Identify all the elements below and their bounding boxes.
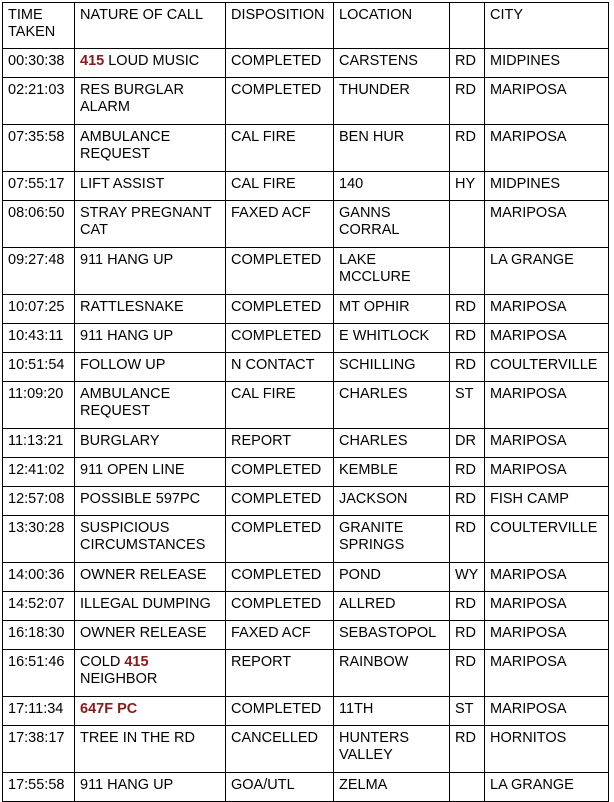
nature-text: STRAY PREGNANT CAT (80, 205, 212, 238)
cell-nature-of-call (75, 697, 226, 726)
header-nature-of-call: NATURE OF CALL (75, 3, 226, 49)
table-row (3, 726, 609, 773)
cell-nature-of-call (75, 487, 226, 516)
cell-city: MARIPOSA (485, 621, 609, 650)
nature-text: FOLLOW UP (80, 357, 166, 373)
table-row (3, 172, 609, 201)
table-row (3, 248, 609, 295)
header-row (3, 3, 609, 49)
cell-suffix (450, 201, 485, 248)
cell-time: 08:06:50 (3, 201, 75, 248)
cell-city: MARIPOSA (485, 429, 609, 458)
cell-location: GANNS CORRAL (334, 201, 450, 248)
cell-time: 12:41:02 (3, 458, 75, 487)
cell-nature-of-call (75, 125, 226, 172)
cell-disposition: COMPLETED (226, 592, 334, 621)
cell-city: COULTERVILLE (485, 353, 609, 382)
cell-time: 17:11:34 (3, 697, 75, 726)
cell-location: SCHILLING (334, 353, 450, 382)
cell-nature-of-call (75, 563, 226, 592)
nature-text: LOUD MUSIC (104, 53, 200, 69)
cell-city: MIDPINES (485, 172, 609, 201)
table-row (3, 458, 609, 487)
cell-city: LA GRANGE (485, 248, 609, 295)
cell-location: 11TH (334, 697, 450, 726)
cell-disposition: REPORT (226, 429, 334, 458)
cell-location: POND (334, 563, 450, 592)
cell-location: KEMBLE (334, 458, 450, 487)
nature-text: BURGLARY (80, 433, 160, 449)
cell-disposition: FAXED ACF (226, 621, 334, 650)
cell-nature-of-call (75, 592, 226, 621)
cell-suffix: RD (450, 621, 485, 650)
cell-disposition: GOA/UTL (226, 773, 334, 802)
cell-suffix: ST (450, 382, 485, 429)
nature-text: 911 HANG UP (80, 777, 174, 793)
cell-location: LAKE MCCLURE (334, 248, 450, 295)
cell-nature-of-call (75, 201, 226, 248)
cell-disposition: COMPLETED (226, 458, 334, 487)
cell-city: HORNITOS (485, 726, 609, 773)
nature-text: OWNER RELEASE (80, 625, 207, 641)
cell-disposition: COMPLETED (226, 324, 334, 353)
header-city: CITY (485, 3, 609, 49)
cell-city: LA GRANGE (485, 773, 609, 802)
cell-time: 17:55:58 (3, 773, 75, 802)
cell-nature-of-call (75, 49, 226, 78)
table-row (3, 650, 609, 697)
cell-suffix: RD (450, 78, 485, 125)
nature-text: COLD (80, 654, 125, 670)
cell-city: MARIPOSA (485, 382, 609, 429)
cell-city: MARIPOSA (485, 201, 609, 248)
cell-time: 14:00:36 (3, 563, 75, 592)
cell-time: 17:38:17 (3, 726, 75, 773)
cell-time: 07:35:58 (3, 125, 75, 172)
cell-disposition: COMPLETED (226, 697, 334, 726)
cell-city: FISH CAMP (485, 487, 609, 516)
cell-nature-of-call (75, 353, 226, 382)
header-disposition: DISPOSITION (226, 3, 334, 49)
cell-disposition: FAXED ACF (226, 201, 334, 248)
cell-disposition: CAL FIRE (226, 125, 334, 172)
cell-time: 07:55:17 (3, 172, 75, 201)
cell-nature-of-call (75, 458, 226, 487)
table-row (3, 592, 609, 621)
cell-city: MIDPINES (485, 49, 609, 78)
cell-city: MARIPOSA (485, 650, 609, 697)
cell-location: CHARLES (334, 429, 450, 458)
cell-suffix (450, 248, 485, 295)
cell-disposition: CAL FIRE (226, 382, 334, 429)
cell-location: E WHITLOCK (334, 324, 450, 353)
table-row (3, 382, 609, 429)
cell-nature-of-call (75, 726, 226, 773)
cell-city: MARIPOSA (485, 125, 609, 172)
nature-text: LIFT ASSIST (80, 176, 165, 192)
nature-text: AMBULANCE REQUEST (80, 386, 171, 419)
table-row (3, 516, 609, 563)
call-log-table (2, 2, 609, 802)
cell-suffix: DR (450, 429, 485, 458)
cell-nature-of-call (75, 621, 226, 650)
cell-time: 10:43:11 (3, 324, 75, 353)
cell-time: 10:51:54 (3, 353, 75, 382)
cell-suffix: RD (450, 324, 485, 353)
cell-suffix: RD (450, 650, 485, 697)
cell-suffix: RD (450, 516, 485, 563)
cell-location: SEBASTOPOL (334, 621, 450, 650)
cell-suffix: RD (450, 295, 485, 324)
nature-text: 911 OPEN LINE (80, 462, 185, 478)
header-suffix (450, 3, 485, 49)
cell-time: 16:18:30 (3, 621, 75, 650)
cell-nature-of-call (75, 295, 226, 324)
cell-nature-of-call (75, 248, 226, 295)
table-row (3, 324, 609, 353)
table-row (3, 773, 609, 802)
cell-time: 14:52:07 (3, 592, 75, 621)
cell-suffix (450, 773, 485, 802)
cell-time: 09:27:48 (3, 248, 75, 295)
table-row (3, 697, 609, 726)
header-location: LOCATION (334, 3, 450, 49)
cell-suffix: HY (450, 172, 485, 201)
cell-nature-of-call (75, 382, 226, 429)
cell-suffix: RD (450, 487, 485, 516)
cell-location: CHARLES (334, 382, 450, 429)
cell-disposition: COMPLETED (226, 516, 334, 563)
nature-text: SUSPICIOUS CIRCUMSTANCES (80, 520, 206, 553)
table-row (3, 295, 609, 324)
cell-location: JACKSON (334, 487, 450, 516)
cell-disposition: COMPLETED (226, 487, 334, 516)
cell-disposition: CANCELLED (226, 726, 334, 773)
cell-suffix: RD (450, 726, 485, 773)
nature-text: RATTLESNAKE (80, 299, 184, 315)
cell-disposition: COMPLETED (226, 563, 334, 592)
nature-text: NEIGHBOR (80, 671, 158, 687)
cell-location: BEN HUR (334, 125, 450, 172)
cell-city: MARIPOSA (485, 563, 609, 592)
cell-city: MARIPOSA (485, 324, 609, 353)
cell-location: ZELMA (334, 773, 450, 802)
cell-location: THUNDER (334, 78, 450, 125)
nature-text: AMBULANCE REQUEST (80, 129, 171, 162)
call-log-body (3, 49, 609, 802)
nature-text: RES BURGLAR ALARM (80, 82, 184, 115)
cell-location: RAINBOW (334, 650, 450, 697)
cell-city: MARIPOSA (485, 592, 609, 621)
cell-location: CARSTENS (334, 49, 450, 78)
cell-city: MARIPOSA (485, 295, 609, 324)
cell-nature-of-call (75, 429, 226, 458)
table-row (3, 563, 609, 592)
cell-suffix: RD (450, 125, 485, 172)
cell-suffix: ST (450, 697, 485, 726)
cell-suffix: WY (450, 563, 485, 592)
nature-text: 911 HANG UP (80, 252, 174, 268)
cell-nature-of-call (75, 172, 226, 201)
table-row (3, 487, 609, 516)
cell-location: MT OPHIR (334, 295, 450, 324)
cell-disposition: COMPLETED (226, 78, 334, 125)
table-row (3, 201, 609, 248)
cell-time: 13:30:28 (3, 516, 75, 563)
cell-suffix: RD (450, 458, 485, 487)
cell-disposition: COMPLETED (226, 49, 334, 78)
cell-nature-of-call (75, 516, 226, 563)
cell-suffix: RD (450, 592, 485, 621)
table-row (3, 429, 609, 458)
cell-nature-of-call (75, 324, 226, 353)
cell-time: 00:30:38 (3, 49, 75, 78)
nature-text: 911 HANG UP (80, 328, 174, 344)
cell-city: MARIPOSA (485, 697, 609, 726)
cell-suffix: RD (450, 49, 485, 78)
cell-time: 11:09:20 (3, 382, 75, 429)
table-row (3, 125, 609, 172)
table-row (3, 49, 609, 78)
cell-location: 140 (334, 172, 450, 201)
cell-time: 10:07:25 (3, 295, 75, 324)
cell-disposition: COMPLETED (226, 248, 334, 295)
table-row (3, 78, 609, 125)
cell-city: MARIPOSA (485, 78, 609, 125)
header-time-taken: TIME TAKEN (3, 3, 75, 49)
cell-disposition: CAL FIRE (226, 172, 334, 201)
cell-location: HUNTERS VALLEY (334, 726, 450, 773)
cell-nature-of-call (75, 78, 226, 125)
table-row (3, 353, 609, 382)
cell-suffix: RD (450, 353, 485, 382)
highlighted-code: 415 (124, 654, 149, 670)
cell-time: 16:51:46 (3, 650, 75, 697)
cell-city: MARIPOSA (485, 458, 609, 487)
cell-location: ALLRED (334, 592, 450, 621)
nature-text: ILLEGAL DUMPING (80, 596, 211, 612)
cell-disposition: COMPLETED (226, 295, 334, 324)
cell-nature-of-call (75, 650, 226, 697)
nature-text: OWNER RELEASE (80, 567, 207, 583)
nature-text: TREE IN THE RD (80, 730, 195, 746)
cell-disposition: N CONTACT (226, 353, 334, 382)
cell-nature-of-call (75, 773, 226, 802)
highlighted-code: 415 (80, 53, 105, 69)
cell-disposition: REPORT (226, 650, 334, 697)
cell-time: 02:21:03 (3, 78, 75, 125)
highlighted-code: 647F PC (80, 701, 138, 717)
cell-time: 11:13:21 (3, 429, 75, 458)
cell-city: COULTERVILLE (485, 516, 609, 563)
cell-location: GRANITE SPRINGS (334, 516, 450, 563)
cell-time: 12:57:08 (3, 487, 75, 516)
nature-text: POSSIBLE 597PC (80, 491, 201, 507)
table-row (3, 621, 609, 650)
